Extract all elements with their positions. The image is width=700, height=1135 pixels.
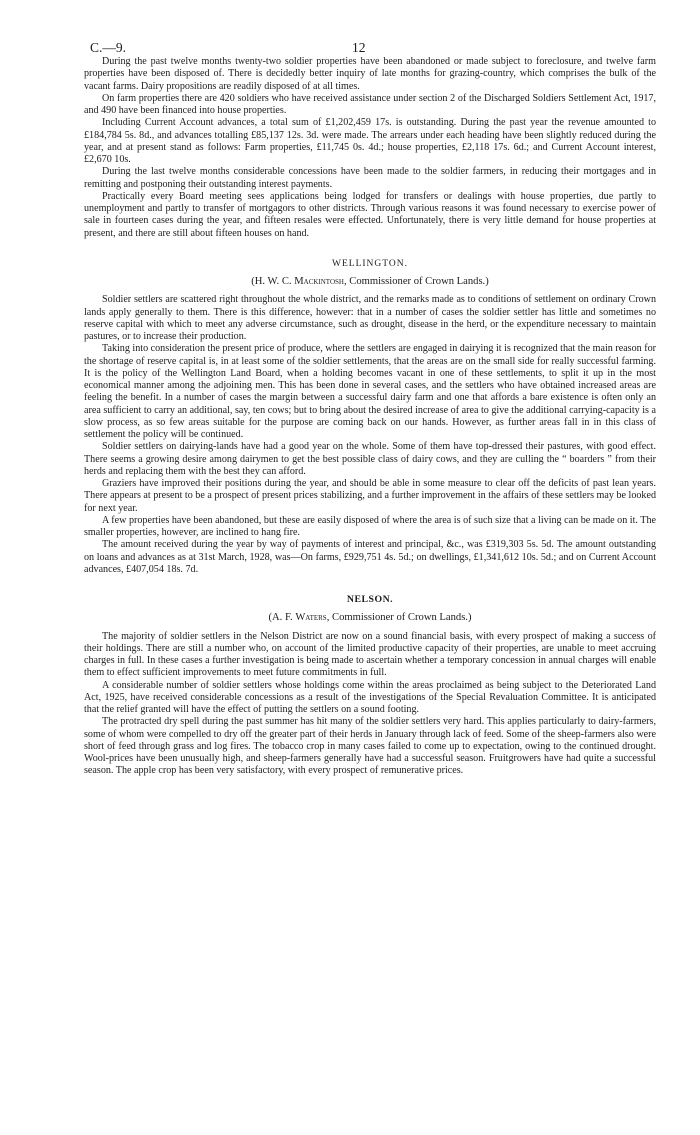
paragraph: On farm properties there are 420 soldiers who have received assistance under section 2 of the Discharged Soldiers Settlement Act, 1917, and 490 have been financed into house properties. [84,92,656,116]
paragraph: Graziers have improved their positions during the year, and should be able in some measure to clear off the deficits of past lean years. There appears at present to be a prospect of present prices stabilizing, and a further improvement in the affairs of these settlers may be looked for next year. [84,478,656,514]
paragraph: Soldier settlers on dairying-lands have had a good year on the whole. Some of them have top-dressed their pastures, with good effect. There seems a growing desire among dairymen to get the best possible class of dairy cows, and they are culling the “ boarders ” from their herds and replacing them with the best they can afford. [84,441,656,477]
section-heading: NELSON. [346,594,394,605]
section-subheading: (H. W. C. Mackintosh, Commissioner of Crown Lands.) [251,276,489,287]
section-subheading: (A. F. Waters, Commissioner of Crown Lands.) [268,612,472,624]
paragraph: The majority of soldier settlers in the Nelson District are now on a sound financial basis, with every prospect of making a success of their holdings. There are still a number who, on account of the limited productive capacity of their properties, are unable to meet accruing charges in full. In these cases a further investigation is being made to ascertain whether a temporary concession in annual charges will enable them to effect sufficient improvements to meet future commitments in full. [84,630,656,679]
nelson-section [84,594,656,778]
paragraph: Including Current Account advances, a total sum of £1,202,459 17s. is outstanding. During the past year the revenue amounted to £184,784 5s. 8d., and advances totalling £85,137 12s. 3d. were made. The arrears under each heading have been slightly reduced during the year, and at present stand as follows: Farm properties, £11,745 0s. 4d.; house properties, £2,118 17s. 6d.; and Current Account interest, £2,670 10s. [84,117,656,165]
page-number: 12 [352,40,366,55]
paragraph: A considerable number of soldier settlers whose holdings come within the areas proclaimed as being subject to the Deteriorated Land Act, 1925, have received considerable concessions as a result of the investigations of the Special Revaluation Committee. It is anticipated that the relief granted will have the effect of putting the settlers on a sound footing. [84,679,656,715]
paragraph: Taking into consideration the present price of produce, where the settlers are engaged in dairying it is recognized that the main reason for the shortage of reserve capital is, in at least some of the soldier settlements, that the areas are on the small side for really successful farming. It is the policy of the Wellington Land Board, when a holding becomes vacant in one of these settlements, to split it up in the most economical manner among the adjoining men. This has been done in several cases, and the settlers who have obtained increased areas are feeling the benefit. In a number of cases the margin between a successful dairy farm and one that affords a bare existence is often only an area sufficient to carry an additional, say, ten cows; but to bring about the desired increase of area to give the additional carrying-capacity is a slow process, as so few areas suitable for the purpose are coming back on our hands. However, as further areas fall in in this class of settlement the policy will be continued. [84,343,656,440]
paragraph: During the last twelve months considerable concessions have been made to the soldier farmers, in reducing their mortgages and in remitting and postponing their outstanding interest payments. [84,166,656,190]
intro-section [84,56,656,240]
wellington-section [84,258,656,576]
paragraph: Practically every Board meeting sees applications being lodged for transfers or dealings with house properties, due partly to unemployment and partly to transfer of mortgagors to other districts. Through various reasons it was found necessary to exercise power of sale in fourteen cases during the year, and fifteen resales were effected. Unfortunately, there is very little demand for house properties at present, and there are still about fifteen houses on hand. [84,190,656,239]
paragraph: A few properties have been abandoned, but these are easily disposed of where the area is of such size that a living can be made on it. The smaller properties, however, are inclined to hang fire. [84,514,656,538]
section-heading: WELLINGTON. [332,258,408,269]
paragraph: During the past twelve months twenty-two soldier properties have been abandoned or made subject to foreclosure, and twelve farm properties have been disposed of. There is decidedly better inquiry of late months for grazing-country, which comprises the bulk of the vacant farms. Dairy propositions are readily disposed of at all times. [84,56,656,92]
paragraph: The protracted dry spell during the past summer has hit many of the soldier settlers very hard. This applies particularly to dairy-farmers, some of whom were compelled to dry off the greater part of their herds in January through lack of feed. Some of the sheep-farmers also were short of feed through grass and log fires. The tobacco crop in many cases failed to come up to expectation, owing to the continued drought. Wool-prices have been unusually high, and sheep-farmers generally have had a successful season. Fruitgrowers have had quite a successful season. The apple crop has been very satisfactory, with every prospect of remunerative prices. [84,716,656,777]
report-reference: C.—9. [90,40,127,55]
paragraph: Soldier settlers are scattered right throughout the whole district, and the remarks made as to conditions of settlement on ordinary Crown lands apply generally to them. There is this difference, however: that in a number of cases the soldier settler has little and sometimes no reserve capital with which to meet any adverse circumstance, such as drought, disease in the herd, or the expenditure necessary to maintain pastures, or to increase their production. [84,294,656,342]
paragraph: The amount received during the year by way of payments of interest and principal, &c., was £319,303 5s. 5d. The amount outstanding on loans and advances as at 31st March, 1928, was—On farms, £929,751 4s. 5d.; on dwellings, £1,341,612 10s. 5d.; and on Current Account advances, £407,054 18s. 7d. [84,539,656,575]
